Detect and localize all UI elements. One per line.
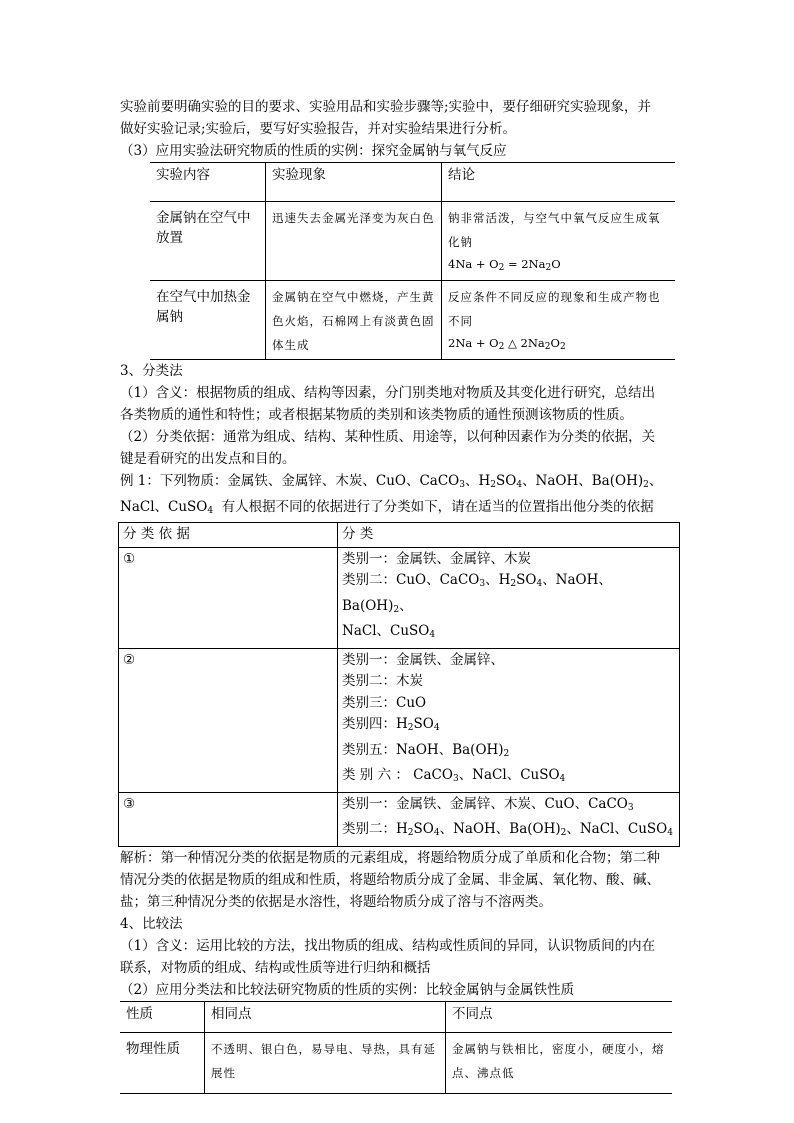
intro-line: 做好实验记录;实验后，要写好实验报告，并对实验结果进行分析。	[120, 121, 517, 137]
table-cell: 在空气中加热金属钠	[150, 281, 266, 360]
chemical-equation: $4Na + O_2 = 2Na_2O$	[448, 257, 561, 273]
classification-table	[118, 522, 680, 847]
comparison-table	[120, 1001, 672, 1094]
example-text: 例 1：下列物质：金属铁、金属锌、木炭、CuO、CaCO$_3$、$H_2SO_4$、NaOH、$Ba(OH)_2$、	[120, 473, 663, 490]
paragraph: （1）含义：根据物质的组成、结构等因素，分门别类地对物质及其变化进行研究，总结出	[120, 385, 656, 401]
basis-cell: ③	[119, 792, 338, 846]
table-row	[119, 648, 680, 792]
experiment-table	[150, 162, 675, 360]
conclusion-text: 反应条件不同反应的现象和生成产物也不同	[448, 290, 661, 328]
table-header: 实验内容	[150, 163, 266, 202]
table-header: 结论	[442, 163, 676, 202]
table-header-row	[120, 1001, 672, 1032]
paragraph: 键是看研究的出发点和目的。	[120, 451, 296, 467]
paragraph: 联系，对物质的组成、结构或性质等进行归纳和概括	[120, 959, 431, 976]
table-cell	[442, 202, 676, 281]
paragraph: （2）分类依据：通常为组成、结构、某种性质、用途等，以何种因素作为分类的依据，关	[120, 429, 656, 445]
table-cell: 金属钠与铁相比，密度小，硬度小，熔点、沸点低	[446, 1032, 673, 1093]
table-cell: 物理性质	[120, 1032, 205, 1093]
category-item: 类别二：$H_2SO_4$、NaOH、$Ba(OH)_2$、NaCl、CuSO$_4$	[342, 821, 673, 838]
paragraph: 各类物质的通性和特性；或者根据某物质的类别和该类物质的通性预测该物质的性质。	[120, 407, 633, 423]
category-item: 类别五：NaOH、$Ba(OH)_2$	[342, 741, 510, 759]
intro-line: 实验前要明确实验的目的要求、实验用品和实验步骤等;实验中，要仔细研究实验现象，并	[120, 99, 652, 115]
chemical-equation: $2Na + O_2$ △ $2Na_2O_2$	[448, 333, 669, 357]
table-row	[119, 792, 680, 846]
category-cell	[338, 792, 680, 846]
table-cell	[442, 281, 676, 360]
table-cell: 金属钠在空气中放置	[150, 202, 266, 281]
section-title: 4、比较法	[120, 915, 183, 932]
paragraph: （2）应用分类法和比较法研究物质的性质的实例：比较金属钠与金属铁性质	[120, 981, 575, 998]
table-header: 相同点	[205, 1001, 446, 1032]
table-cell: 金属钠在空气中燃烧，产生黄色火焰，石棉网上有淡黄色固体生成	[266, 281, 442, 360]
analysis-text: 盐；第三种情况分类的依据是水溶性，将题给物质分成了溶与不溶两类。	[120, 893, 552, 910]
category-item: 类别三：CuO	[342, 694, 427, 711]
table-cell: 迅速失去金属光泽变为灰白色	[266, 202, 442, 281]
table-header: 性质	[120, 1001, 205, 1032]
category-cell	[338, 547, 680, 648]
category-item: 类别二：木炭	[342, 673, 423, 689]
category-item: 类别四：$H_2SO_4$	[342, 716, 440, 733]
section-title: 3、分类法	[120, 363, 183, 379]
paragraph: （1）含义：运用比较的方法，找出物质的组成、结构或性质间的异同，认识物质间的内在	[120, 937, 656, 954]
section-subtitle: （3）应用实验法研究物质的性质的实例：探究金属钠与氧气反应	[120, 143, 507, 159]
table-row	[150, 202, 675, 281]
category-item: 类 别 六 ： CaCO$_3$、NaCl、CuSO$_4$	[342, 767, 566, 784]
table-row	[120, 1032, 672, 1093]
table-cell: 不透明、银白色，易导电、导热，具有延展性	[205, 1032, 446, 1093]
example-text: NaCl、CuSO$_4$ 有人根据不同的依据进行了分类如下，请在适当的位置指出他分类的依据	[120, 499, 654, 516]
analysis-text: 解析：第一种情况分类的依据是物质的元素组成，将题给物质分成了单质和化合物；第二种	[120, 849, 660, 866]
page-content	[120, 96, 680, 1094]
table-header-row	[150, 163, 675, 202]
conclusion-text: 钠非常活泼，与空气中氧气反应生成氧化钠	[448, 211, 661, 249]
table-header: 分 类 依 据	[119, 523, 338, 548]
category-item: NaCl、CuSO$_4$	[342, 623, 436, 640]
category-item: 类别一：金属铁、金属锌、木炭、CuO、CaCO$_3$	[342, 795, 634, 813]
category-item: 类别二：CuO、CaCO$_3$、$H_2SO_4$、NaOH、$Ba(OH)_2$、	[342, 572, 612, 615]
analysis-text: 情况分类的依据是物质的组成和性质，将题给物质分成了金属、非金属、氧化物、酸、碱、	[120, 871, 660, 888]
table-header: 分 类	[338, 523, 680, 548]
category-item: 类别一：金属铁、金属锌、	[342, 651, 504, 668]
basis-cell: ①	[119, 547, 338, 648]
table-header: 实验现象	[266, 163, 442, 202]
table-row	[150, 281, 675, 360]
heat-symbol: △	[508, 336, 517, 350]
category-cell	[338, 648, 680, 792]
basis-cell: ②	[119, 648, 338, 792]
table-header-row	[119, 523, 680, 548]
table-header: 不同点	[446, 1001, 673, 1032]
category-item: 类别一：金属铁、金属锌、木炭	[342, 550, 531, 567]
table-row	[119, 547, 680, 648]
